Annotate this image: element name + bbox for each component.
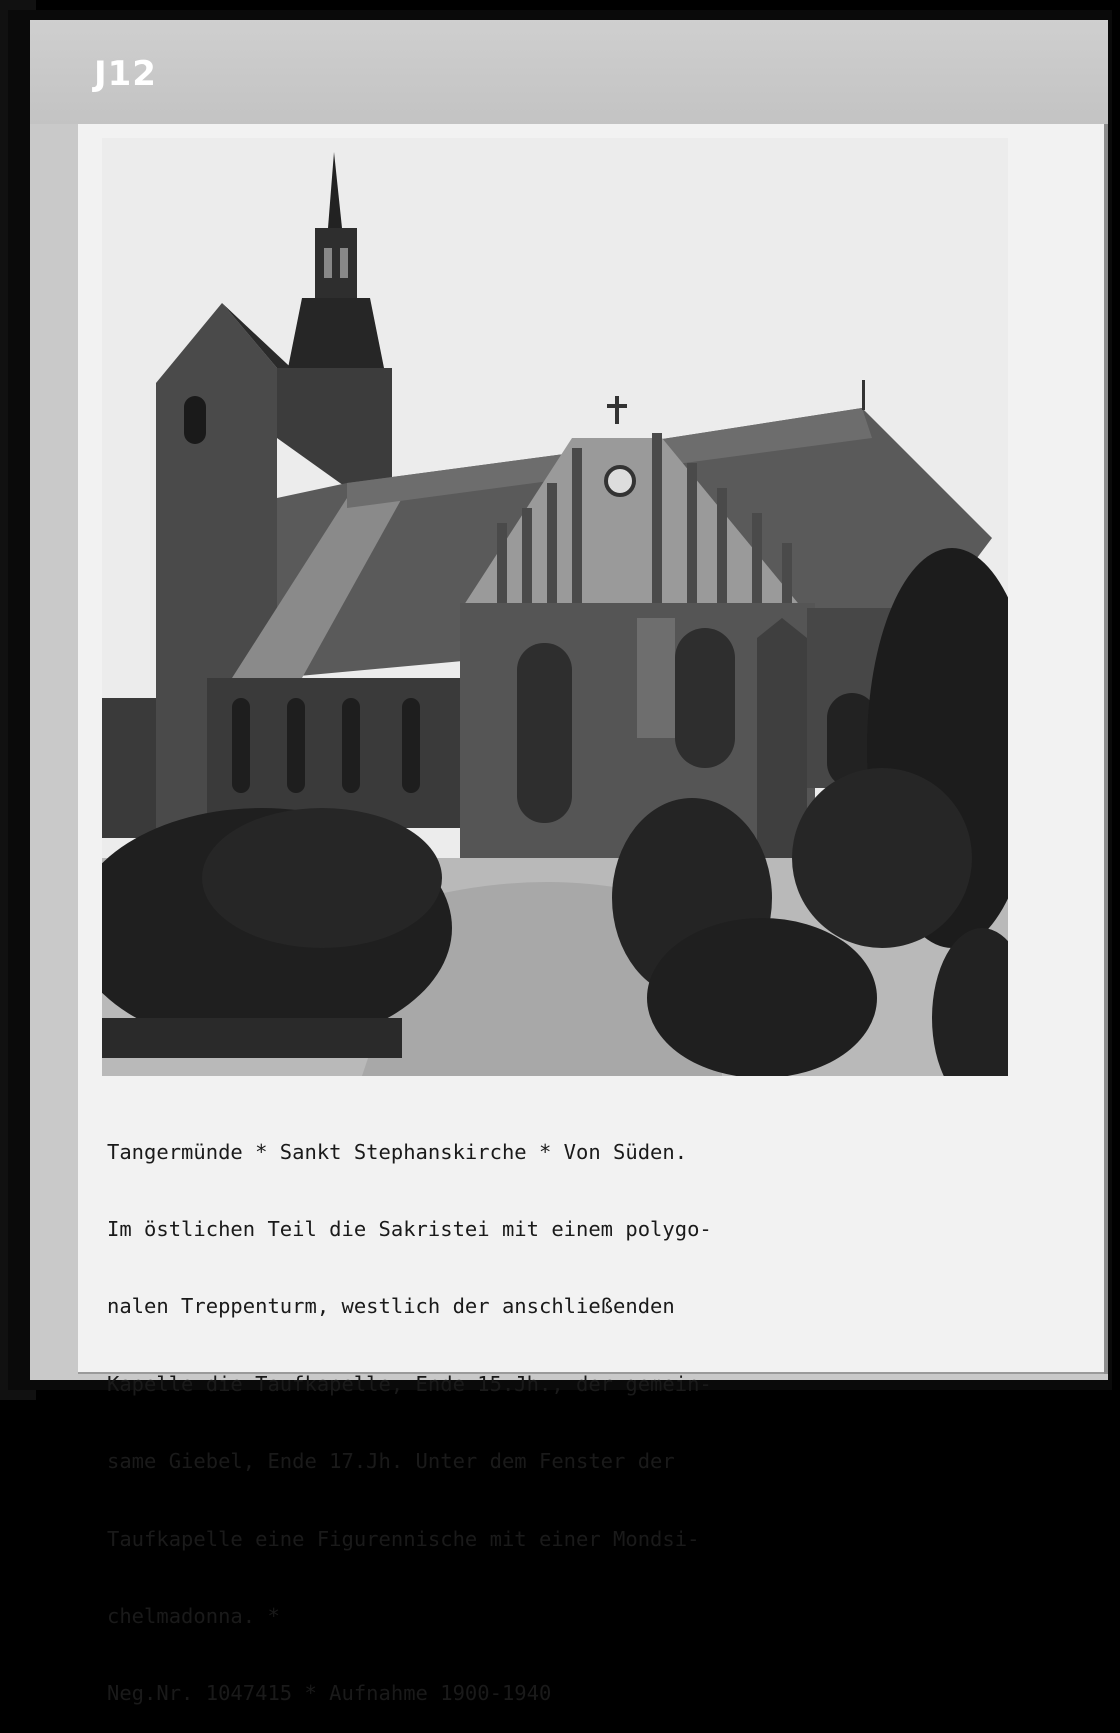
caption-line: Taufkapelle eine Figurennische mit einer Mondsi- [107,1526,700,1551]
caption-line: Tangermünde * Sankt Stephanskirche * Von Süden. [107,1139,688,1164]
church-photograph [102,138,1008,1076]
photo-caption [107,1088,967,1733]
negative-number-line: Neg.Nr. 1047415 * Aufnahme 1900-1940 [107,1681,552,1706]
caption-line: Im östlichen Teil die Sakristei mit einem polygo- [107,1216,712,1241]
reference-code: J12 [94,54,157,94]
caption-line: same Giebel, Ende 17.Jh. Unter dem Fenster der [107,1449,675,1474]
caption-line: chelmadonna. * [107,1603,280,1628]
caption-line: Kapelle die Taufkapelle, Ende 15.Jh., der gemein- [107,1371,712,1396]
mount-header [30,20,1108,124]
caption-line: nalen Treppenturm, westlich der anschließenden [107,1294,675,1319]
